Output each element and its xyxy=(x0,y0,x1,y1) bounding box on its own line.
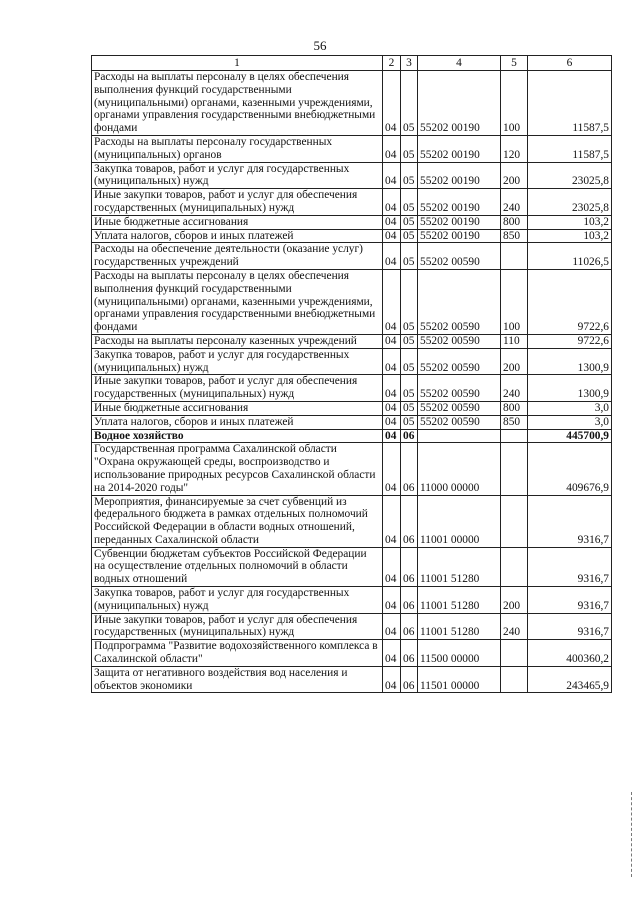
row-amount: 103,2 xyxy=(528,229,612,243)
row-amount: 409676,9 xyxy=(528,443,612,495)
row-target-code: 55202 00590 xyxy=(418,415,501,429)
header-col-1: 1 xyxy=(92,56,383,71)
row-section: 04 xyxy=(383,334,401,348)
row-subsection: 06 xyxy=(401,429,418,443)
row-section: 04 xyxy=(383,162,401,189)
row-section: 04 xyxy=(383,495,401,547)
row-name: Иные закупки товаров, работ и услуг для обеспечения государственных (муниципальных) нужд xyxy=(92,375,383,402)
row-target-code: 11001 51280 xyxy=(418,547,501,586)
row-name: Водное хозяйство xyxy=(92,429,383,443)
row-target-code: 55202 00190 xyxy=(418,189,501,216)
row-target-code: 55202 00190 xyxy=(418,135,501,162)
row-name: Иные закупки товаров, работ и услуг для обеспечения государственных (муниципальных) нужд xyxy=(92,189,383,216)
row-amount: 400360,2 xyxy=(528,640,612,667)
row-section: 04 xyxy=(383,229,401,243)
row-target-code: 11500 00000 xyxy=(418,640,501,667)
row-expense-type xyxy=(501,429,528,443)
row-target-code: 55202 00190 xyxy=(418,162,501,189)
table-header-row xyxy=(92,56,612,71)
row-name: Расходы на обеспечение деятельности (оказание услуг) государственных учреждений xyxy=(92,243,383,270)
row-subsection: 05 xyxy=(401,243,418,270)
table-row xyxy=(92,666,612,693)
row-target-code: 11000 00000 xyxy=(418,443,501,495)
row-section: 04 xyxy=(383,401,401,415)
row-name: Закупка товаров, работ и услуг для государственных (муниципальных) нужд xyxy=(92,348,383,375)
table-row xyxy=(92,640,612,667)
row-target-code: 11001 51280 xyxy=(418,587,501,614)
row-amount: 243465,9 xyxy=(528,666,612,693)
table-row xyxy=(92,162,612,189)
row-expense-type: 100 xyxy=(501,71,528,136)
row-name: Расходы на выплаты персоналу в целях обеспечения выполнения функций государственными (муниципальными) органами, казенными учреждениями, органами управления государственными внебюджетными фондами xyxy=(92,71,383,136)
row-name: Расходы на выплаты персоналу государственных (муниципальных) органов xyxy=(92,135,383,162)
row-expense-type: 800 xyxy=(501,401,528,415)
header-col-4: 4 xyxy=(418,56,501,71)
row-subsection: 05 xyxy=(401,215,418,229)
row-amount: 23025,8 xyxy=(528,162,612,189)
row-name: Расходы на выплаты персоналу казенных учреждений xyxy=(92,334,383,348)
row-amount: 9316,7 xyxy=(528,587,612,614)
row-name: Закупка товаров, работ и услуг для государственных (муниципальных) нужд xyxy=(92,587,383,614)
row-expense-type: 240 xyxy=(501,613,528,640)
row-name: Мероприятия, финансируемые за счет субвенций из федерального бюджета в рамках отдельных полномочий Российской Федерации в области водных отношений, переданных Сахалинской области xyxy=(92,495,383,547)
table-row xyxy=(92,613,612,640)
row-section: 04 xyxy=(383,640,401,667)
row-section: 04 xyxy=(383,666,401,693)
row-amount: 103,2 xyxy=(528,215,612,229)
row-amount: 11587,5 xyxy=(528,71,612,136)
row-name: Государственная программа Сахалинской области "Охрана окружающей среды, воспроизводство и использование природных ресурсов Сахалинской области на 2014-2020 годы" xyxy=(92,443,383,495)
row-name: Иные бюджетные ассигнования xyxy=(92,215,383,229)
table-row xyxy=(92,215,612,229)
row-target-code: 11001 51280 xyxy=(418,613,501,640)
row-expense-type: 120 xyxy=(501,135,528,162)
row-amount: 3,0 xyxy=(528,401,612,415)
row-subsection: 06 xyxy=(401,640,418,667)
row-subsection: 05 xyxy=(401,229,418,243)
row-subsection: 06 xyxy=(401,613,418,640)
table-row xyxy=(92,243,612,270)
margin-mark xyxy=(631,792,634,877)
table-row xyxy=(92,269,612,334)
table-row xyxy=(92,401,612,415)
row-expense-type xyxy=(501,547,528,586)
budget-table xyxy=(91,55,612,693)
row-target-code: 55202 00590 xyxy=(418,269,501,334)
row-amount: 3,0 xyxy=(528,415,612,429)
row-amount: 11026,5 xyxy=(528,243,612,270)
row-expense-type: 850 xyxy=(501,229,528,243)
row-subsection: 05 xyxy=(401,189,418,216)
row-section: 04 xyxy=(383,243,401,270)
header-col-5: 5 xyxy=(501,56,528,71)
row-section: 04 xyxy=(383,189,401,216)
row-section: 04 xyxy=(383,71,401,136)
row-expense-type xyxy=(501,666,528,693)
row-subsection: 05 xyxy=(401,71,418,136)
row-section: 04 xyxy=(383,613,401,640)
row-target-code: 11001 00000 xyxy=(418,495,501,547)
row-expense-type: 110 xyxy=(501,334,528,348)
page-number: 56 xyxy=(313,38,327,53)
row-section: 04 xyxy=(383,415,401,429)
row-subsection: 05 xyxy=(401,348,418,375)
row-expense-type: 100 xyxy=(501,269,528,334)
row-expense-type xyxy=(501,640,528,667)
row-name: Уплата налогов, сборов и иных платежей xyxy=(92,415,383,429)
row-amount: 9316,7 xyxy=(528,613,612,640)
table-row xyxy=(92,443,612,495)
row-name: Подпрограмма "Развитие водохозяйственного комплекса в Сахалинской области" xyxy=(92,640,383,667)
row-subsection: 05 xyxy=(401,415,418,429)
table-row xyxy=(92,587,612,614)
row-target-code: 55202 00590 xyxy=(418,375,501,402)
row-amount: 9316,7 xyxy=(528,495,612,547)
row-subsection: 05 xyxy=(401,135,418,162)
row-section: 04 xyxy=(383,269,401,334)
row-target-code: 55202 00590 xyxy=(418,401,501,415)
row-amount: 1300,9 xyxy=(528,375,612,402)
header-col-6: 6 xyxy=(528,56,612,71)
row-name: Иные бюджетные ассигнования xyxy=(92,401,383,415)
row-section: 04 xyxy=(383,443,401,495)
row-target-code: 55202 00190 xyxy=(418,71,501,136)
row-section: 04 xyxy=(383,429,401,443)
row-name: Иные закупки товаров, работ и услуг для обеспечения государственных (муниципальных) нужд xyxy=(92,613,383,640)
table-row xyxy=(92,495,612,547)
row-expense-type xyxy=(501,243,528,270)
row-amount: 9316,7 xyxy=(528,547,612,586)
row-expense-type: 240 xyxy=(501,375,528,402)
table-row xyxy=(92,547,612,586)
row-subsection: 06 xyxy=(401,443,418,495)
row-expense-type: 800 xyxy=(501,215,528,229)
row-subsection: 05 xyxy=(401,269,418,334)
table-row xyxy=(92,189,612,216)
row-section: 04 xyxy=(383,587,401,614)
row-section: 04 xyxy=(383,215,401,229)
row-amount: 9722,6 xyxy=(528,334,612,348)
table-row xyxy=(92,334,612,348)
row-amount: 9722,6 xyxy=(528,269,612,334)
table-row xyxy=(92,135,612,162)
row-expense-type xyxy=(501,443,528,495)
row-amount: 1300,9 xyxy=(528,348,612,375)
row-subsection: 05 xyxy=(401,162,418,189)
table-row xyxy=(92,429,612,443)
row-target-code: 55202 00190 xyxy=(418,215,501,229)
row-target-code: 11501 00000 xyxy=(418,666,501,693)
row-amount: 11587,5 xyxy=(528,135,612,162)
row-target-code: 55202 00590 xyxy=(418,348,501,375)
row-amount: 23025,8 xyxy=(528,189,612,216)
table-row xyxy=(92,229,612,243)
row-subsection: 05 xyxy=(401,334,418,348)
row-expense-type: 200 xyxy=(501,587,528,614)
row-subsection: 05 xyxy=(401,401,418,415)
row-subsection: 06 xyxy=(401,495,418,547)
row-section: 04 xyxy=(383,348,401,375)
row-target-code: 55202 00190 xyxy=(418,229,501,243)
header-col-2: 2 xyxy=(383,56,401,71)
row-name: Защита от негативного воздействия вод населения и объектов экономики xyxy=(92,666,383,693)
row-section: 04 xyxy=(383,547,401,586)
row-target-code: 55202 00590 xyxy=(418,243,501,270)
row-expense-type: 200 xyxy=(501,348,528,375)
row-expense-type xyxy=(501,495,528,547)
row-name: Субвенции бюджетам субъектов Российской Федерации на осуществление отдельных полномочий в области водных отношений xyxy=(92,547,383,586)
row-section: 04 xyxy=(383,375,401,402)
row-subsection: 06 xyxy=(401,547,418,586)
row-target-code xyxy=(418,429,501,443)
table-row xyxy=(92,348,612,375)
row-name: Уплата налогов, сборов и иных платежей xyxy=(92,229,383,243)
row-subsection: 05 xyxy=(401,375,418,402)
row-subsection: 06 xyxy=(401,587,418,614)
row-target-code: 55202 00590 xyxy=(418,334,501,348)
table-row xyxy=(92,71,612,136)
row-name: Расходы на выплаты персоналу в целях обеспечения выполнения функций государственными (муниципальными) органами, казенными учреждениями, органами управления государственными внебюджетными фондами xyxy=(92,269,383,334)
row-section: 04 xyxy=(383,135,401,162)
row-subsection: 06 xyxy=(401,666,418,693)
row-expense-type: 200 xyxy=(501,162,528,189)
table-row xyxy=(92,375,612,402)
row-expense-type: 850 xyxy=(501,415,528,429)
row-amount: 445700,9 xyxy=(528,429,612,443)
table-row xyxy=(92,415,612,429)
header-col-3: 3 xyxy=(401,56,418,71)
row-expense-type: 240 xyxy=(501,189,528,216)
row-name: Закупка товаров, работ и услуг для государственных (муниципальных) нужд xyxy=(92,162,383,189)
